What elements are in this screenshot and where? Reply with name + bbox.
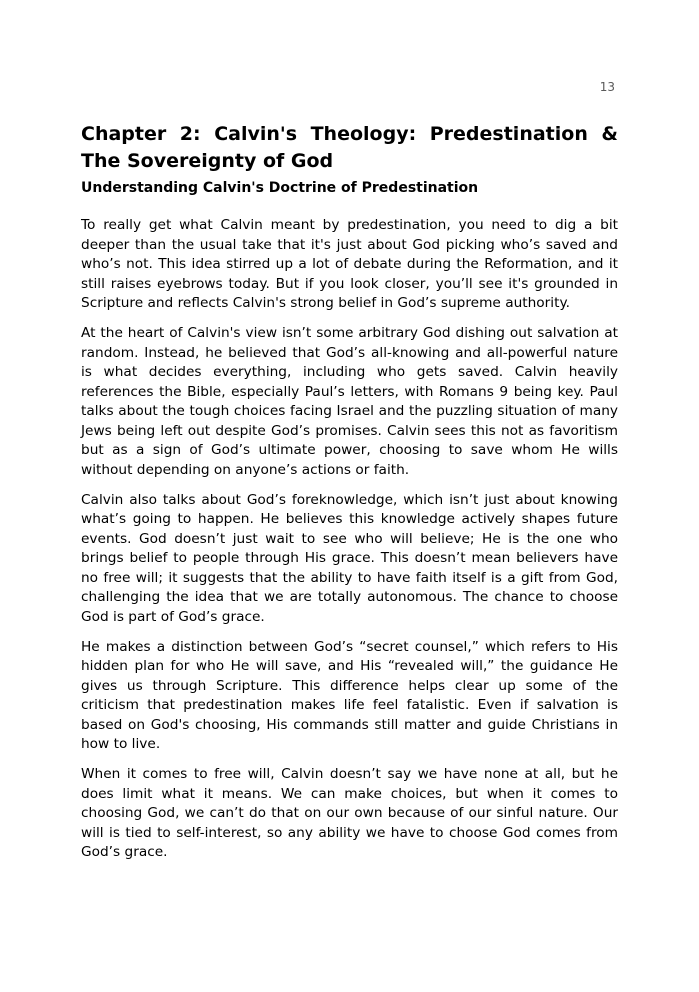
chapter-title: Chapter 2: Calvin's Theology: Predestination & The Sovereignty of God [81, 123, 618, 172]
body-paragraph-1: To really get what Calvin meant by predestination, you need to dig a bit deeper than the usual take that it's just about God picking who’s saved and who’s not. This idea stirred up a lot of debate during the Reformation, and it still raises eyebrows today. But if you look closer, you’ll see it's grounded in Scripture and reflects Calvin's strong belief in God’s supreme authority. [81, 217, 618, 312]
body-paragraph-5: When it comes to free will, Calvin doesn’t say we have none at all, but he does limit what it means. We can make choices, but when it comes to choosing God, we can’t do that on our own because of our sinful nature. Our will is tied to self-interest, so any ability we have to choose God comes from God’s grace. [81, 766, 618, 861]
body-paragraph-2: At the heart of Calvin's view isn’t some arbitrary God dishing out salvation at random. Instead, he believed that God’s all-knowing and all-powerful nature is what decides everything, including who gets saved. Calvin heavily references the Bible, especially Paul’s letters, with Romans 9 being key. Paul talks about the tough choices facing Israel and the puzzling situation of many Jews being left out despite God’s promises. Calvin sees this not as favoritism but as a sign of God’s ultimate power, choosing to save whom He wills without depending on anyone’s actions or faith. [81, 325, 618, 478]
page-content [81, 121, 618, 873]
body-paragraph-4: He makes a distinction between God’s “secret counsel,” which refers to His hidden plan for who He will save, and His “revealed will,” the guidance He gives us through Scripture. This difference helps clear up some of the criticism that predestination makes life feel fatalistic. Even if salvation is based on God's choosing, His commands still matter and guide Christians in how to live. [81, 638, 618, 753]
page-number: 13 [599, 80, 615, 94]
body-paragraph-3: Calvin also talks about God’s foreknowledge, which isn’t just about knowing what’s going to happen. He believes this knowledge actively shapes future events. God doesn’t just wait to see who will believe; He is the one who brings belief to people through His grace. This doesn’t mean believers have no free will; it suggests that the ability to have faith itself is a gift from God, challenging the idea that we are totally autonomous. The chance to choose God is part of God’s grace. [81, 491, 618, 625]
section-heading: Understanding Calvin's Doctrine of Predestination [81, 180, 479, 196]
